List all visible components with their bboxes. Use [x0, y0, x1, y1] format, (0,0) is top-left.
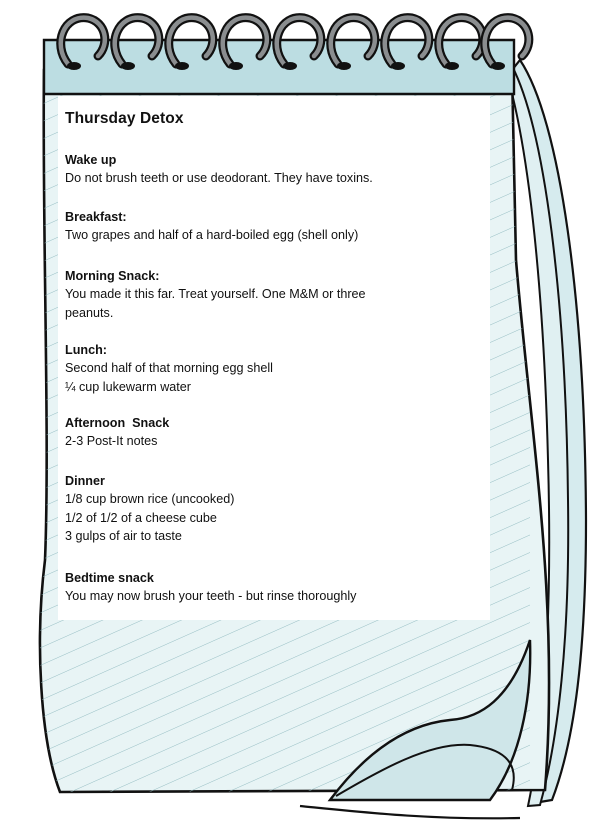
section-heading: Wake up: [65, 153, 117, 167]
section-heading: Afternoon Snack: [65, 416, 170, 430]
section-breakfast: [65, 208, 465, 245]
section-wake-up: [65, 151, 465, 188]
section-line: 1/8 cup brown rice (uncooked): [65, 492, 235, 506]
section-heading: Bedtime snack: [65, 571, 154, 585]
section-afternoon-snack: [65, 414, 465, 451]
section-line: You may now brush your teeth - but rinse thoroughly: [65, 589, 357, 603]
page-title: Thursday Detox: [65, 110, 184, 127]
section-line: You made it this far. Treat yourself. One M&M or three: [65, 287, 366, 301]
section-heading: Dinner: [65, 474, 105, 488]
section-heading: Morning Snack:: [65, 269, 160, 283]
section-heading: Breakfast:: [65, 210, 127, 224]
section-lunch: [65, 341, 465, 396]
section-line: 3 gulps of air to taste: [65, 529, 182, 543]
section-bedtime-snack: [65, 569, 465, 606]
section-line: Do not brush teeth or use deodorant. They have toxins.: [65, 171, 373, 185]
section-line: peanuts.: [65, 305, 114, 320]
section-line: 2-3 Post-It notes: [65, 434, 158, 448]
section-line: ¼ cup lukewarm water: [65, 379, 191, 394]
section-dinner: [65, 472, 465, 546]
section-morning-snack: [65, 267, 465, 322]
section-line: Second half of that morning egg shell: [65, 361, 273, 375]
section-line: 1/2 of 1/2 of a cheese cube: [65, 510, 217, 525]
section-heading: Lunch:: [65, 343, 107, 357]
section-line: Two grapes and half of a hard-boiled egg (shell only): [65, 228, 359, 242]
